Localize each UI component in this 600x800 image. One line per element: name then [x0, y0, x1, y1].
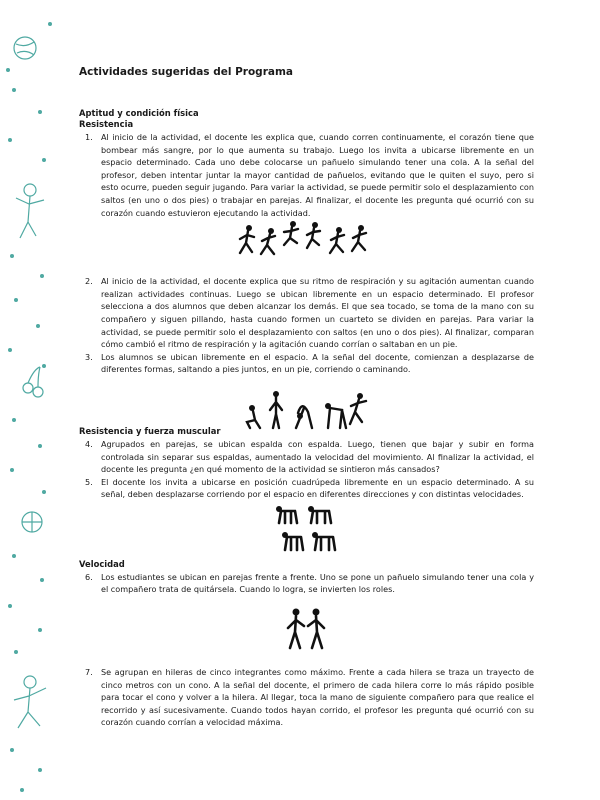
document-page [79, 66, 534, 729]
page-title: Actividades sugeridas del Programa [79, 66, 293, 78]
decorative-margin [0, 0, 62, 800]
margin-ball-icon [14, 37, 36, 59]
margin-kid-icon [16, 184, 44, 238]
list-item: 7. Se agrupan en hileras de cinco integrantes como máximo. Frente a cada hilera se traza un trayecto de cinco metros con un cono. A la señal del docente, el primero de cada hilera corre lo más rápido posible para tocar el cono y volver a la hilera. Al llegar, toca la mano de siguiente compañero para que realice el recorrido y así sucesivamente. Cuando todos hayan corrido, el profesor les pregunta qué ocurrió con su corazón cuando corrían a velocidad máxima. [85, 667, 534, 728]
section-heading: Aptitud y condición física [79, 108, 199, 118]
running-figures-icon [237, 219, 377, 261]
subsection-heading: Resistencia [79, 119, 134, 129]
list-item: 2. Al inicio de la actividad, el docente explica que su ritmo de respiración y su agitación aumentan cuando realizan actividades continuas. Luego se ubican libremente en un espacio determinado. El profesor selecciona a dos alumnos que deben alcanzar los demás. El que sea tocado, se toma de la mano con su compañero y siguen pillando, hasta cuando formen un cuarteto se dividen en parejas. Para variar la actividad, se puede permitir solo el desplazamiento con saltos (en uno o dos pies). Al finalizar, comparan cómo cambió el ritmo de respiración y la agitación cuando corrían o saltaban en un pie. [85, 276, 534, 350]
list-item: 3. Los alumnos se ubican libremente en el espacio. A la señal del docente, comienzan a desplazarse de diferentes formas, saltando a pies juntos, en un pie, corriendo o caminando. [85, 351, 534, 375]
margin-ball-icon [22, 512, 42, 532]
list-item: 6. Los estudiantes se ubican en parejas frente a frente. Uno se pone un pañuelo simulando tener una cola y el compañero trata de quitársela. Cuando lo logra, se invierten los roles. [85, 571, 534, 595]
margin-skater-icon [14, 676, 46, 728]
subsection-heading: Velocidad [79, 558, 125, 569]
subsection-heading: Resistencia y fuerza muscular [79, 425, 221, 436]
quadruped-figures-icon [271, 503, 343, 555]
list-item: 4. Agrupados en parejas, se ubican espalda con espalda. Luego, tienen que bajar y subir en forma controlada sin separar sus espaldas, aumentado la velocidad del movimiento. Al finalizar la actividad, el docente les pregunta ¿en qué momento de la actividad se sintieron más cansados? [85, 438, 534, 475]
pair-figures-icon [282, 606, 332, 652]
margin-cherries-icon [23, 367, 43, 397]
list-item: 1. Al inicio de la actividad, el docente les explica que, cuando corren continuamente, el corazón tiene que bombear más sangre, por lo que aumenta su trabajo. Luego los invita a ubicarse libremente en un espacio determinado. Cada uno debe colocarse un pañuelo simulando tener una cola. A la señal del profesor, deben intentar juntar la mayor cantidad de pañuelos, evitando que le quiten el suyo, pero si esto ocurre, pueden seguir jugando. Para variar la actividad, se puede permitir solo el desplazamiento con saltos (en uno o dos pies) o trabajar en parejas. Al finalizar, el docente les pregunta qué ocurrió con su corazón cuando estuvieron ejecutando la actividad. [85, 132, 534, 218]
list-item: 5. El docente los invita a ubicarse en posición cuadrúpeda libremente en un espacio determinado. A su señal, deben desplazarse corriendo por el espacio en diferentes direcciones y con distintas velocidades. [85, 476, 534, 500]
